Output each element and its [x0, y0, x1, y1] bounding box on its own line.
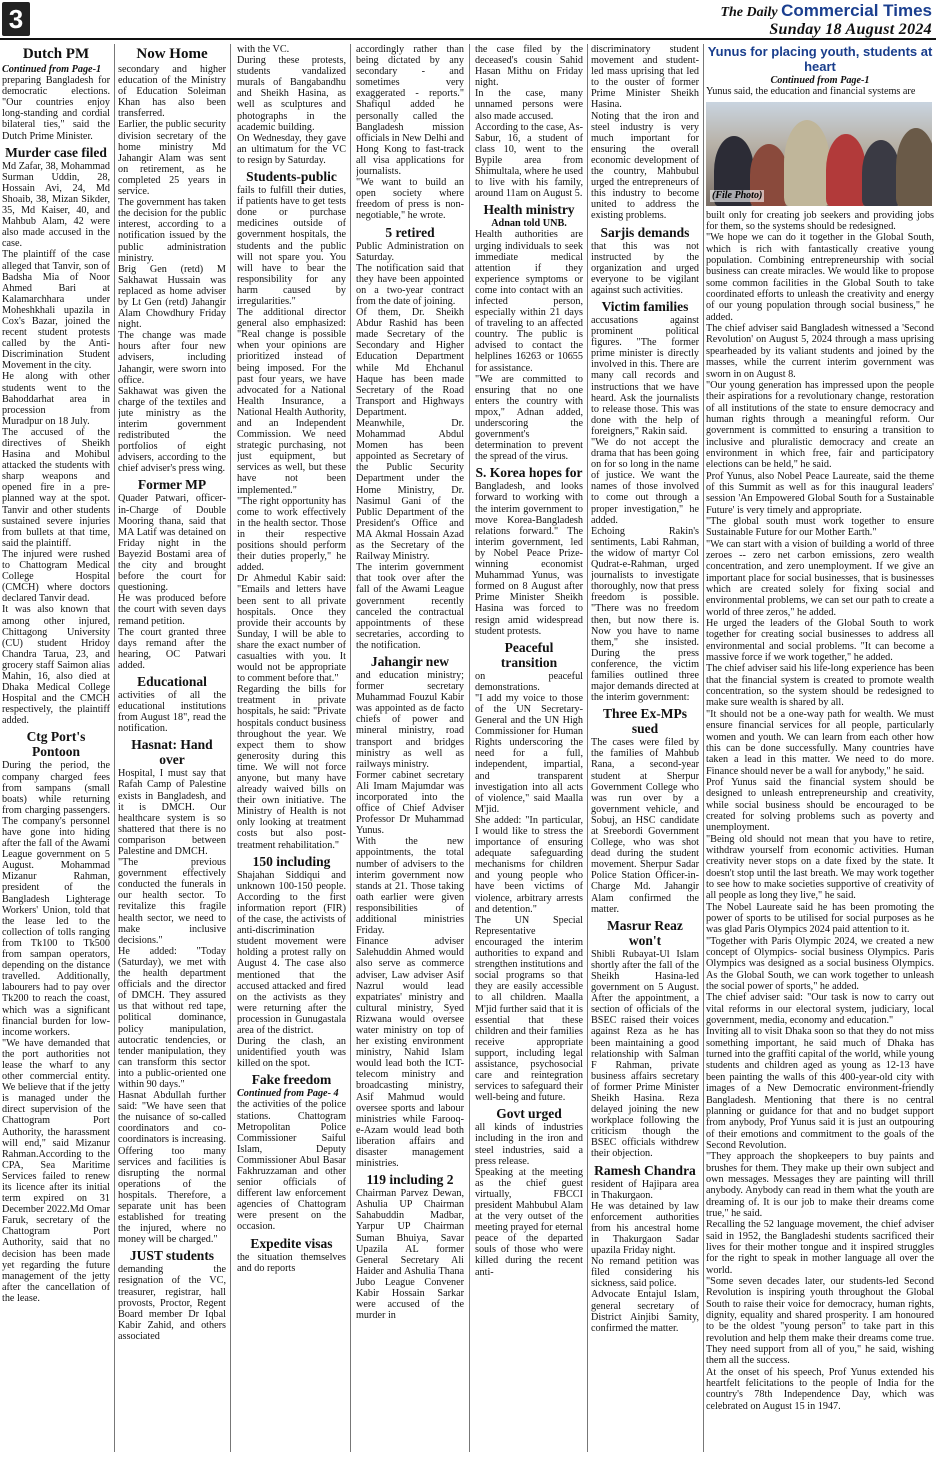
continued-label: Continued from Page-1 — [770, 75, 870, 86]
photo-caption: (File Photo) — [712, 190, 763, 202]
paper-name-main: Commercial Times — [781, 1, 932, 20]
article-text: the case filed by the deceased's cousin Sahid Hasan Mithu on Friday night. — [475, 44, 583, 89]
article-text: Prof Yunus said the financial system should be designed to unleash entrepreneurship and creativity, while social business should be encouraged to be created for solving problems such as poverty and unemployment. — [706, 776, 934, 834]
article-text: He along with other students went to the Bahoddarhat area in procession from Muradpur on 18 July. — [2, 371, 110, 427]
article-text: At the onset of his speech, Prof Yunus extended his heartfelt felicitations to the people of India for the country's 78th Independence Day, which was celebrated on August 15 in 1947. — [706, 1366, 934, 1412]
headline-yunus: Yunus for placing youth, students at heart — [707, 44, 933, 74]
headline-victim-families: Victim families — [601, 298, 689, 314]
column-2 — [118, 44, 226, 1452]
article-text: all kinds of industries including in the iron and steel industries, said a press release. — [475, 1122, 583, 1167]
headline-hasnat: Hasnat: Hand over — [131, 737, 213, 768]
article-text: "They approach the shopkeepers to buy paints and brushes for them. They make up their own subject and own messages. Messages they are painting will thrill anybody. Anybody can read in them what the youth are dreaming of. It is our job to make their dreams come true," he said. — [706, 1151, 934, 1219]
article-text: Speaking at the meeting as the chief guest virtually, FBCCI president Mahbubul Alam at the very outset of the meeting prayed for eternal peace of the departed souls of those who were killed during the recent anti- — [475, 1166, 583, 1278]
article-text: Inviting all to visit Dhaka soon so that they do not miss something important, he said much of Dhaka has turned into the graffiti capital of the world, while young students and children aged as young as 12-13 have been painting the walls of this 400-year-old city with images of a New Democratic environment-friendly Bangladesh. Mentioning that there is no central planning or guidance for that and no budget support from anybody, Prof Yunus said it is just an outpouring of their emotions and commitment to the goals of the Second Revolution. — [706, 1026, 934, 1151]
article-text: "Some seven decades later, our students-led Second Revolution is inspiring youth throughout the Global South to raise their voice for democracy, human rights, dignity, equality and shared prosperity. I am honoured to be the oldest "young person" to take part in this revolution and help them make their dreams come true. They need support from all of you," he said, wishing them all the success. — [706, 1276, 934, 1367]
headline-just-students: JUST students — [129, 1248, 215, 1264]
article-text: "We are committed to ensuring that no one enters the country with mpox," Adnan added, underscoring the government's determination to prevent the spread of the virus. — [475, 373, 583, 463]
article-text: It was also known that among other injured, Chittagong University (CU) student Hridoy Chandra Tarua, 23, and grocery staff Saimon alias Mahin, 16, also died at Dhaka Medical College Hospital and the CMCH respectively, the plaintiff added. — [2, 604, 110, 727]
headline-s-korea: S. Korea hopes for — [475, 465, 583, 481]
article-text: Earlier, the public security division secretary of the home ministry Md Jahangir Alam was sent on retirement, as he completed 25 years in service. — [118, 119, 226, 198]
article-text: Bangladesh, and looks forward to working with the interim government to move Korea-Bangladesh relations forward." The interim government, led by Nobel Peace Prize-winning economist Muhammad Yunus, was formed on 8 August after Prime Minister Sheikh Hasina was forced to resign amid widespread student protests. — [475, 481, 583, 637]
article-text: Recalling the 52 language movement, the chief adviser said in 1952, the Bangladeshi students sacrificed their lives for their mother tongue and it inspired struggles for the right to speak in mother language all over the world. — [706, 1219, 934, 1276]
headline-expedite-visas: Expedite visas — [250, 1235, 333, 1251]
article-text: and education ministry; former secretary Muhammad Fouzul Kabir was appointed as de facto chiefs of power and mineral ministry, road transport and bridges ministry as well as railways ministry. — [356, 669, 464, 770]
article-text: The chief adviser said Bangladesh witnessed a 'Second Revolution' on August 5, 2024 through a mass uprising spearheaded by its valiant students and joined by the masses, while the current interim government was sworn in on August 8. — [706, 323, 934, 380]
paper-title-block — [720, 1, 932, 39]
article-text: "I add my voice to those of the UN Secretary-General and the UN High Commissioner for Human Rights underscoring the need for a full, independent, impartial, and transparent investigation into all acts of violence," said Maalla M'jid. — [475, 692, 583, 815]
article-text: The Nobel Laureate said he has been promoting the power of sports to be utilised for social purposes as he was glad Paris Olympics 2024 paid attention to it. — [706, 901, 934, 936]
article-text: accordingly rather than being dictated by any secondary - and sometimes very exaggerated - reports." Shafiqul added he personally called the Bangladesh mission officials in New Delhi and Hong Kong to fast-track all visa applications for journalists. — [356, 44, 464, 178]
column-divider — [230, 44, 231, 1452]
article-text: accusations against prominent political figures. "The former prime minister is directly involved in this. There are many call records and instructions that we have heard. Ask the journalists to release those. This was done with the help of foreigners," Rakin said. — [591, 314, 699, 437]
subhead: Adnan told UNB. — [491, 218, 567, 230]
paper-prefix: The Daily — [720, 5, 778, 20]
page-number: 3 — [2, 2, 30, 36]
column-divider — [350, 44, 351, 1452]
column-1 — [2, 44, 110, 1452]
article-text: Hasnat Abdullah further said: "We have seen that the nuisance of so-called coordinators and co-coordinators is increasing. Offering too many services and facilities is disrupting the normal operations of the hospitals. Therefore, a separate unit has been established for treating the injured, where no money will be charged." — [118, 1090, 226, 1246]
article-text: Chairman Parvez Dewan, Ashulia UP Chairman Sahabuddin Madbar, Yarpur UP Chairman Suman Bhuiya, Savar Upazila AL former General Secretary Ali Haider and Ashulia Thana Jubo League Convener Kabir Hossain Sarkar were accused of the murder in — [356, 1188, 464, 1322]
article-text: No remand petition was filed considering his sickness, said police. — [591, 1256, 699, 1290]
article-text: Brig Gen (retd) M Sakhawat Hussain was replaced as home adviser by Lt Gen (retd) Jahangir Alam Chowdhury Friday night. — [118, 263, 226, 331]
article-text: He added: "Today (Saturday), we met with the health department officials and the director of DMCH. They assured us that without red tape, political dominance, policy manipulation, autocratic tendencies, or tender manipulation, they can transform this sector into a public-oriented one within 90 days." — [118, 945, 226, 1090]
article-text: built only for creating job seekers and providing jobs for them, so the systems should be redesigned. — [706, 209, 934, 233]
article-text: on peaceful demonstrations. — [475, 670, 583, 693]
article-text: "Together with Paris Olympic 2024, we created a new concept of Olympics- social business Olympics. Paris Olympics was designed as a social business Olympics. As the Global South, we can work together to unleash the social power of sports," he added. — [706, 935, 934, 993]
article-text: Health authorities are urging individuals to seek immediate medical attention if they experience symptoms or come into contact with an infected person, especially within 21 days of traveling to an affected country. The public is advised to contact the helplines 16263 or 10655 for assistance. — [475, 229, 583, 374]
article-text: In the case, many unnamed persons were also made accused. — [475, 88, 583, 122]
article-text: Former cabinet secretary Ali Imam Majumdar was incorporated into the office of Chief Adviser Professor Dr Muhammad Yunus. — [356, 769, 464, 837]
article-text: "Being old should not mean that you have to retire, withdraw yourself from economic activities. Human creativity never stops on a date fixed by the state. It doesn't stop until the last breath. We may work together to see how to make societies supportive of creativity of all people as long they live," he said. — [706, 833, 934, 902]
article-text: "Our young generation has impressed upon the people their aspirations for a revolutionary change, restoration of all institutions of the state to ensure democracy and human rights through a meaningful reform. Our government is committed to ensuring a transition to inclusive and pluralistic democracy and create an environment in which free, fair and participatory elections can be held," he said. — [706, 379, 934, 471]
article-text: "We want to build an open society where freedom of press is non-negotiable," he wrote. — [356, 177, 464, 222]
column-divider — [114, 44, 115, 1452]
article-text: resident of Hajipara area in Thakurgaon. — [591, 1178, 699, 1201]
article-text: He was detained by law enforcement authorities from his ancestral home in Thakurgaon Sadar upazila Friday night. — [591, 1200, 699, 1257]
article-text: "We have demanded that the port authorities not lease the wharf to any other commercial entity. We believe that if the jetty is managed under the direct supervision of the Chattogram Port Authority, the harassment will end," said Mizanur Rahman.According to the CPA, Sea Maritime Services failed to renew its licence after its initial term expired on 31 December 2022.Md Omar Faruk, secretary of the Chattogram Port Authority, said that no decision has been made yet regarding the future management of the jetty after the cancellation of the lease. — [2, 1037, 110, 1304]
article-text: During the period, the company charged fees from sampans (small boats) while returning from charging passengers. The company's personnel have gone into hiding after the fall of the Awami League government on 5 August. Mohammad Mizanur Rahman, president of the Bangladesh Lighterage Workers' Union, told that the lease led to the collection of tolls ranging from Tk100 to Tk500 from sampan operators, depending on the distance travelled. Additionally, labourers had to pay over Tk200 to reach the coast, which was a significant financial burden for low-income workers. — [2, 760, 110, 1038]
column-5 — [475, 44, 583, 1452]
article-text: Regarding the bills for treatment in private hospitals, he said: "Private hospitals conduct business throughout the year. We expect them to show generosity during this time. We will not force anyone, but many have already waived bills on their own initiative. The Ministry of Health is not only looking at treatment costs but also post-treatment rehabilitation." — [237, 684, 346, 851]
photo-figure — [896, 128, 932, 206]
column-divider — [469, 44, 470, 1452]
column-divider — [703, 44, 704, 1452]
column-3 — [237, 44, 346, 1452]
headline-peaceful-transition: Peaceful transition — [500, 639, 558, 670]
article-text: preparing Bangladesh for democratic elections. "Our countries enjoy long-standing and cordial bilateral ties," said the Dutch Prime Minister. — [2, 75, 110, 142]
article-text: the activities of the police stations. Chattogram Metropolitan Police Commissioner Saiful Islam, Deputy Commissioner Abul Basar Fakhruzzaman and other senior officials of different law enforcement agencies of Chattogram were present on the occasion. — [237, 1099, 346, 1233]
headline-dutch-pm: Dutch PM — [22, 46, 90, 62]
article-text: "The previous government effectively conducted the funerals in our health sector. To revitalize this fragile health sector, we need to make inclusive decisions." — [118, 857, 226, 946]
article-text: The interim government that took over after the fall of the Awami League government recently canceled the contractual appointments of these secretaries, according to the notification. — [356, 562, 464, 651]
photo-figure — [784, 120, 830, 206]
headline-ramesh-chandra: Ramesh Chandra — [594, 1162, 696, 1178]
article-text: He was produced before the court with seven days remand petition. — [118, 593, 226, 627]
masthead — [0, 0, 936, 40]
article-text: the situation themselves and do reports — [237, 1251, 346, 1274]
article-text: Of them, Dr. Sheikh Abdur Rashid has been made Secretary of the Secondary and Higher Education Department while Md Ehchanul Haque has been made Secretary of the Road Transport and Highways Department. — [356, 307, 464, 418]
article-text: "It should not be a one-way path for wealth. We must ensure financial services for all people, particularly women and youth. We can learn from each other how this can be done successfully. Many countries have taken a lead in this matter. We need to do more. Finance should never be a wall for anybody," he said. — [706, 708, 934, 777]
article-text: Yunus said, the education and financial systems are — [706, 86, 916, 98]
photo-figure — [826, 134, 866, 206]
article-text: Finance adviser Salehuddin Ahmed would also serve as commerce adviser, Law adviser Asif Nazrul would lead expatriates' ministry and cultural ministry, Syed Rizwana would oversee water ministry on top of her existing environment ministry, Nahid Islam would lead both the ICT-telecom ministry and broadcasting ministry, Asif Mahmud would oversee sports and labour ministries while Farooq-e-Azam would lead both liberation affairs and disaster management ministries. — [356, 936, 464, 1170]
article-text: Noting that the iron and steel industry is very much important for ensuring the overall economic development of the country, Mahbubul urged the entrepreneurs of this industry to become united to address the existing problems. — [591, 110, 699, 222]
news-photo — [706, 102, 932, 206]
headline-students-public: Students-public — [246, 169, 337, 185]
column-6 — [591, 44, 699, 1452]
article-text: "We do not accept the drama that has been going on for so long in the name of justice. We want the names of those involved to come out through a proper investigation," he added. — [591, 437, 699, 526]
article-text: The notification said that they have been appointed on a two-year contract from the date of joining. — [356, 262, 464, 307]
article-text: With the new appointments, the total number of advisers to the interim government now stands at 21. Those taking oath earlier were given responsibilities of additional ministries Friday. — [356, 836, 464, 937]
article-text: Hospital, I must say that Rafah Camp of Palestine exists in Bangladesh, and it is DMCH. Our healthcare system is so shattered that there is no comparison between Palestine and DMCH. — [118, 768, 226, 857]
headline-ctg-port: Ctg Port's Pontoon — [26, 729, 86, 760]
article-text: He urged the leaders of the Global South to work together for creating social businesses to address all environmental and social problems. "It can become a massive force if we work together," he added. — [706, 618, 934, 664]
article-text: She added: "In particular, I would like to stress the importance of ensuring adequate safeguarding mechanisms for children and young people who have been victims of violence, arbitrary arrests and detention." — [475, 814, 583, 915]
article-text: The cases were filed by the families of Mahbub Rana, a second-year student at Sherpur Government College who was run over by a government vehicle, and Sobuj, an HSC candidate at Sreebordi Government College, who was shot dead during the student movement. Sherpur Sadar Police Station Officer-in-Charge Md. Jahangir Alam confirmed the matter. — [591, 737, 699, 915]
article-text: On Wednesday, they gave an ultimatum for the VC to resign by Saturday. — [237, 132, 346, 166]
article-text: The change was made hours after four new advisers, including Jahangir, were sworn into office. — [118, 330, 226, 386]
article-text: "We can start with a vision of building a world of three zeroes -- zero net carbon emissions, zero wealth concentration, and zero unemployment. If we give an important place for social businesses, that is businesses which are created solely for fixing social and environmental problems, we can set our path to create a world of three zeros," he added. — [706, 538, 934, 618]
article-text: discriminatory student movement and student-led mass uprising that led to the ouster of former Prime Minister Sheikh Hasina. — [591, 44, 699, 111]
article-text: Prof Yunus, also Nobel Peace Laureate, said the theme of this Summit as well as for this inaugural leaders' session 'An Empowered Global South for a Sustainable Future' is very timely and appropriate. — [706, 470, 934, 516]
article-text: demanding the resignation of the VC, treasurer, registrar, hall provosts, Proctor, Regent Board member Dr Iqbal Kabir Zahid, and others associated — [118, 1264, 226, 1342]
headline-three-ex-mps: Three Ex-MPs sued — [602, 706, 688, 737]
article-text: Meanwhile, Dr. Mohammad Abdul Momen has been appointed as Secretary of the Public Security Department under the Home Ministry, Dr. Nasimul Gani of the Public Department of the President's Office and MA Akmal Hossain Azad as the Secretary of the Railway Ministry. — [356, 418, 464, 563]
article-text: The injured were rushed to Chattogram Medical College Hospital (CMCH) where doctors declared Tanvir dead. — [2, 548, 110, 605]
article-text: Public Administration on Saturday. — [356, 240, 464, 263]
article-text: The UN Special Representative encouraged the interim authorities to expand and strengthen institutions and social programs so that they are easily accessible to all children. Maalla M'jid further said that it is essential that these children and their families receive appropriate support, including legal assistance, psychosocial care and reintegration services to safeguard their well-being and future. — [475, 914, 583, 1104]
article-text: The court granted three days remand after the hearing, OC Patwari added. — [118, 626, 226, 671]
article-text: "The right opportunity has come to work effectively in the health sector. Those in their respective positions should perform their duties properly," he added. — [237, 495, 346, 574]
article-text: "We hope we can do it together in the Global South, which is rich with fantastically creative young population. Combining entrepreneurship with social business can create miracles. We would like to propose some common facilities in the Global South to take coordinated efforts to unleash the creativity and energy of our young population through social business," he added. — [706, 232, 934, 323]
photo-figure — [862, 140, 900, 206]
article-text: fails to fulfill their duties, if patients have to get tests done or purchase medicines outside of government hospitals, the students and the public will not spare you. You will have to bear the responsibility for any harm caused by irregularities." — [237, 185, 346, 307]
article-text: During these protests, students vandalized murals of Bangabandhu and Sheikh Hasina, as well as sculptures and photographs in the academic building. — [237, 55, 346, 133]
continued-label: Continued from Page- 4 — [237, 1088, 339, 1100]
headline-educational: Educational — [137, 673, 207, 689]
headline-govt-urged: Govt urged — [496, 1106, 562, 1122]
continued-label: Continued from Page-1 — [2, 64, 102, 75]
headline-health-ministry: Health ministry — [483, 202, 575, 218]
article-text: Md Zafar, 38, Mohammad Surman Uddin, 28, Hossain Avi, 24, Md Shoaib, 38, Mizan Sikder, 35, Md Kaiser, 40, and Mahbub Alam, 42 were also made accused in the case. — [2, 160, 110, 250]
article-text: According to the case, As-Sabur, 16, a student of class 10, went to the Bypile area from Shimultala, where he used to live with his family, around 11am on August 5. — [475, 121, 583, 200]
masthead-rule — [0, 38, 936, 40]
article-text: with the VC. — [237, 44, 290, 55]
headline-former-mp: Former MP — [137, 477, 207, 493]
article-text: During the clash, an unidentified youth was killed on the spot. — [237, 1036, 346, 1070]
article-text: Quader Patwari, officer-in-Charge of Double Mooring thana, said that MA Latif was detained on Friday night in the Bayezid Bostami area of the city and brought before the court for questioning. — [118, 493, 226, 594]
column-7 — [706, 44, 934, 1452]
article-text: The plaintiff of the case alleged that Tanvir, son of Badsha Mia of Noor Ahmed Bari at Kalamarchhara under Moheshkhali upazila in Cox's Bazar, joined the recent student protests called by the Anti-Discrimination Student Movement in the city. — [2, 249, 110, 372]
headline-150-including: 150 including — [252, 853, 331, 869]
article-text: Echoing Rakin's sentiments, Labi Rahman, the widow of martyr Col Qudrat-e-Rahman, urged journalists to investigate thoroughly, now that press freedom is possible. "There was no freedom then, but now there is. Now you have to name them," she insisted. During the press conference, the victim families outlined three major demands directed at the interim government: — [591, 525, 699, 704]
headline-murder-case: Murder case filed — [5, 144, 107, 160]
headline-119-including: 119 including 2 — [366, 1172, 454, 1188]
issue-date: Sunday 18 August 2024 — [769, 21, 932, 38]
article-text: The chief adviser said his life-long experience has been that the financial system is created to promote wealth concentration, so the system should be redesigned to make sure wealth is shared by all. — [706, 663, 934, 709]
headline-now-home: Now Home — [136, 46, 208, 62]
article-text: The chief adviser said: "Our task is now to carry out vital reforms in our electoral system, judiciary, local government, media, economy and education." — [706, 992, 934, 1027]
headline-masrur-reaz: Masrur Reaz won't — [607, 917, 683, 948]
article-text: secondary and higher education of the Ministry of Education Soleiman Khan has also been transferred. — [118, 64, 226, 120]
article-text: "The global south must work together to ensure Sustainable Future for our Mother Earth." — [706, 515, 934, 539]
article-text: Advocate Entajul Islam, general secretary of District Ainjibi Samity, confirmed the matter. — [591, 1289, 699, 1334]
column-divider — [587, 44, 588, 1452]
article-text: The accused of the directives of Sheikh Hasina and Mohibul attacked the students with sharp weapons and opened fire in a pre-planned way at the spot. Tanvir and other students sustained severe injuries from bullets at that time, said the plaintiff. — [2, 426, 110, 549]
paper-name — [720, 1, 932, 21]
column-4 — [356, 44, 464, 1452]
headline-fake-freedom: Fake freedom — [251, 1072, 332, 1088]
headline-jahangir-new: Jahangir new — [370, 653, 450, 669]
headline-5-retired: 5 retired — [385, 224, 435, 240]
article-text: The additional director general also emphasized: "Real change is possible when your opinions are prioritized instead of being imposed. For the past four years, we have advocated for a National Health Insurance, a National Health Authority, and an Independent Commission. We need strategic purchasing, not just equipment, but services as well, but these have not been implemented." — [237, 307, 346, 496]
article-text: activities of all the educational institutions from August 18", read the notification. — [118, 689, 226, 735]
article-text: Dr Ahmedul Kabir said: "Emails and letters have been sent to all private hospitals. Once they provide their accounts by Sunday, I will be able to share the exact number of casualties with you. It would not be appropriate to comment before that." — [237, 573, 346, 685]
article-text: Shibli Rubayat-Ul Islam shortly after the fall of the Sheikh Hasina-led government on 5 August. After the appointment, a section of officials of the BSEC raised their voices against Reza as he has been maintaining a good relationship with Salman F Rahman, private business affairs secretary of former Prime Minister Sheikh Hasina. Reza delayed joining the new workplace following the criticism though the BSEC officials withdrew their objection. — [591, 948, 699, 1160]
article-text: Shajahan Siddiqui and unknown 100-150 people. According to the first information report (FIR) of the case, the activists of anti-discrimination student movement were holding a protest rally on August 4. The case also mentioned that the accused attacked and fired on the activists as they were returning after the procession in Gunugastala area of the district. — [237, 869, 346, 1036]
article-text: The government has taken the decision for the public interest, according to a notification issued by the public administration ministry. — [118, 197, 226, 264]
article-text: that this was not instructed by the organization and urged everyone to be vigilant against such activities. — [591, 240, 699, 296]
headline-sarjis-demands: Sarjis demands — [600, 224, 690, 240]
article-text: Sakhawat was given the charge of the textiles and jute ministry as the interim government redistributed the portfolios of eight advisers, according to the chief adviser's press wing. — [118, 385, 226, 475]
